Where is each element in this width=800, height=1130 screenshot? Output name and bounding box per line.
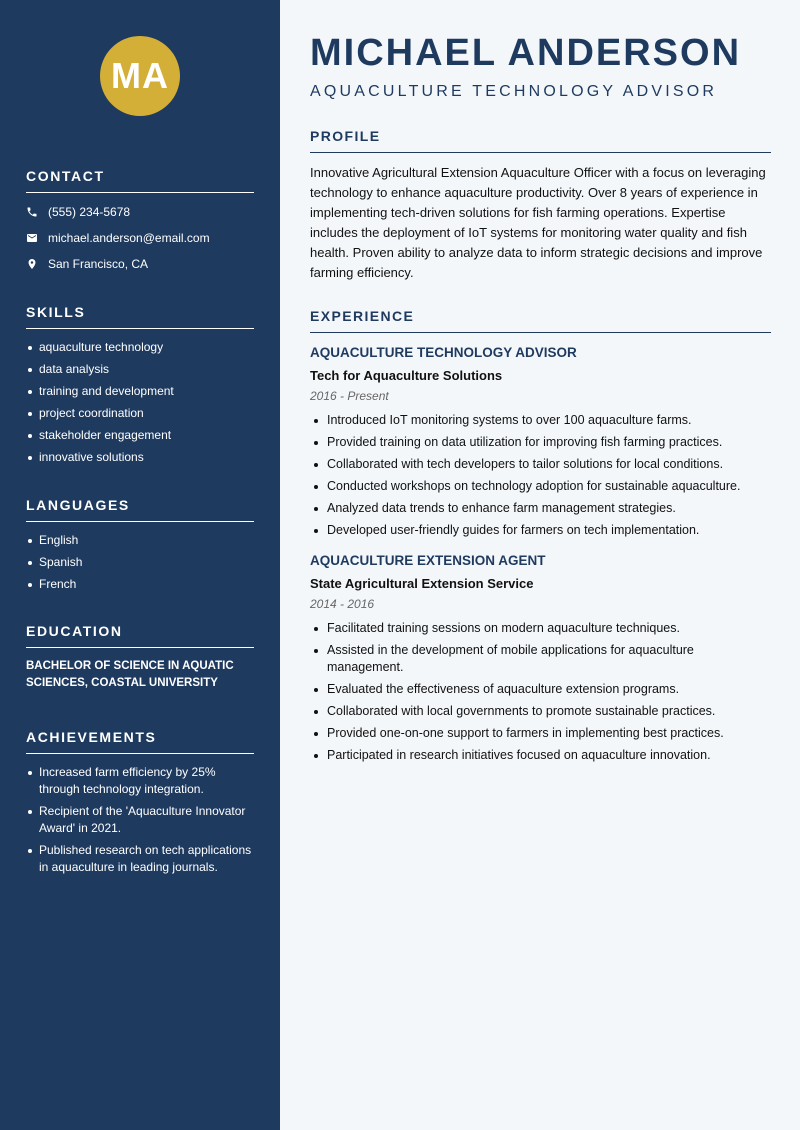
profile-section — [310, 128, 771, 283]
language-item: English — [26, 532, 254, 549]
job-company: Tech for Aquaculture Solutions — [310, 368, 503, 383]
achievements-section — [26, 729, 254, 881]
location-icon — [26, 258, 38, 270]
skill-item: innovative solutions — [26, 449, 254, 466]
job-role: AQUACULTURE TECHNOLOGY ADVISOR — [310, 345, 577, 360]
language-item: Spanish — [26, 554, 254, 571]
contact-heading: CONTACT — [26, 168, 254, 193]
job-bullet: Collaborated with local governments to promote sustainable practices. — [310, 703, 771, 720]
job-entry — [310, 553, 771, 764]
achievements-heading: ACHIEVEMENTS — [26, 729, 254, 754]
job-company: State Agricultural Extension Service — [310, 576, 534, 591]
education-heading: EDUCATION — [26, 623, 254, 648]
email-text: michael.anderson@email.com — [48, 231, 210, 245]
email-icon — [26, 232, 38, 244]
job-bullets — [310, 620, 771, 764]
education-section — [26, 623, 254, 692]
skill-item: data analysis — [26, 361, 254, 378]
achievement-item: Recipient of the 'Aquaculture Innovator Award' in 2021. — [26, 803, 254, 837]
page-title: MICHAEL ANDERSON — [310, 32, 742, 74]
languages-heading: LANGUAGES — [26, 497, 254, 522]
job-bullets — [310, 412, 771, 539]
location-text: San Francisco, CA — [48, 257, 149, 271]
job-bullet: Facilitated training sessions on modern aquaculture techniques. — [310, 620, 771, 637]
skill-item: stakeholder engagement — [26, 427, 254, 444]
experience-heading: EXPERIENCE — [310, 308, 771, 333]
job-dates: 2016 - Present — [310, 389, 389, 403]
profile-text: Innovative Agricultural Extension Aquaculture Officer with a focus on leveraging technology to enhance aquaculture productivity. Over 8 years of experience in implementing tech-driven solutions for fish farming operations. Expertise includes the deployment of IoT systems for monitoring water quality and fish health. Proven ability to analyze data to inform strategic decisions and improve farming efficiency. — [310, 165, 766, 280]
job-bullet: Analyzed data trends to enhance farm management strategies. — [310, 500, 771, 517]
contact-location — [26, 251, 254, 277]
job-bullet: Participated in research initiatives focused on aquaculture innovation. — [310, 747, 771, 764]
job-title: AQUACULTURE TECHNOLOGY ADVISOR — [310, 83, 718, 100]
skills-heading: SKILLS — [26, 304, 254, 329]
job-bullet: Conducted workshops on technology adoption for sustainable aquaculture. — [310, 478, 771, 495]
sidebar — [0, 0, 280, 1130]
job-bullet: Developed user-friendly guides for farmers on tech implementation. — [310, 522, 771, 539]
achievement-item: Published research on tech applications in aquaculture in leading journals. — [26, 842, 254, 876]
skills-section — [26, 304, 254, 471]
skill-item: project coordination — [26, 405, 254, 422]
achievement-item: Increased farm efficiency by 25% through technology integration. — [26, 764, 254, 798]
job-dates: 2014 - 2016 — [310, 597, 375, 611]
job-bullet: Assisted in the development of mobile applications for aquaculture management. — [310, 642, 771, 676]
languages-section — [26, 497, 254, 598]
skills-list — [26, 339, 254, 466]
skill-item: aquaculture technology — [26, 339, 254, 356]
job-bullet: Introduced IoT monitoring systems to over 100 aquaculture farms. — [310, 412, 771, 429]
education-degree: BACHELOR OF SCIENCE IN AQUATIC SCIENCES, COASTAL UNIVERSITY — [26, 660, 234, 689]
contact-phone — [26, 199, 254, 225]
profile-heading: PROFILE — [310, 128, 771, 153]
job-bullet: Collaborated with tech developers to tailor solutions for local conditions. — [310, 456, 771, 473]
achievements-list — [26, 764, 254, 876]
job-role: AQUACULTURE EXTENSION AGENT — [310, 553, 546, 568]
phone-text: (555) 234-5678 — [48, 205, 131, 219]
languages-list — [26, 532, 254, 593]
experience-section — [310, 308, 771, 769]
job-bullet: Evaluated the effectiveness of aquaculture extension programs. — [310, 681, 771, 698]
contact-email — [26, 225, 254, 251]
avatar: MA — [100, 36, 180, 116]
contact-section — [26, 168, 254, 277]
job-entry — [310, 345, 771, 539]
job-bullet: Provided one-on-one support to farmers in implementing best practices. — [310, 725, 771, 742]
job-bullet: Provided training on data utilization for improving fish farming practices. — [310, 434, 771, 451]
language-item: French — [26, 576, 254, 593]
phone-icon — [26, 206, 38, 218]
skill-item: training and development — [26, 383, 254, 400]
